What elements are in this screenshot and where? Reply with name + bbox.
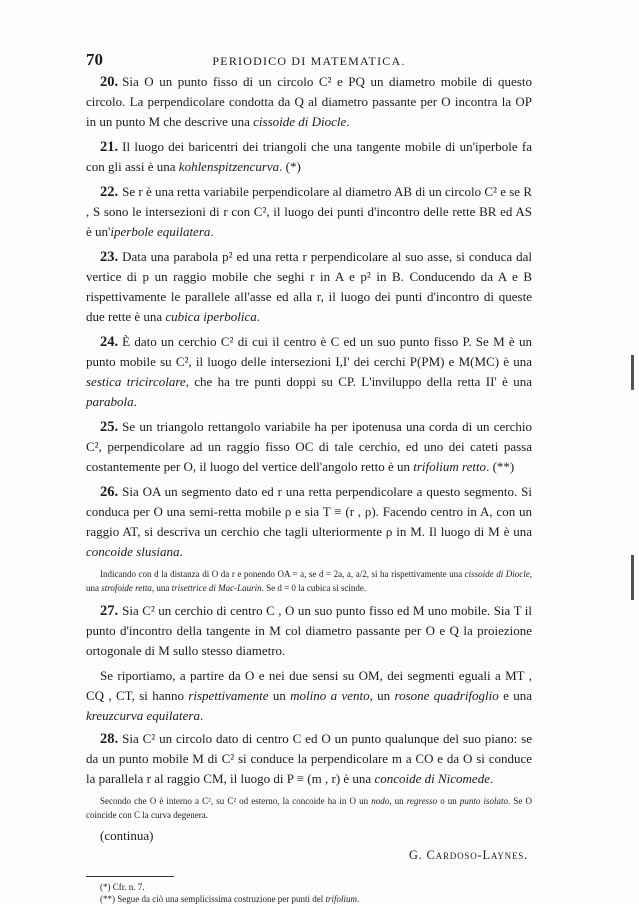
paragraph-27-continued: Se riportiamo, a partire da O e nei due sensi su OM, dei segmenti eguali a MT , CQ , CT, si hanno rispettivamente un molino a vento, un rosone quadrifoglio e una kreuzcurva equilatera. <box>86 668 532 723</box>
scan-edge-mark <box>631 555 634 600</box>
footnote-1: (*) Cfr. n. 7. <box>100 882 145 892</box>
problem-number: 20. <box>100 74 119 90</box>
page-number: 70 <box>86 50 103 69</box>
page-content <box>86 50 532 905</box>
problem-24: 24. È dato un cerchio C² di cui il centro è C ed un suo punto fisso P. Se M è un punto mobile su C², il luogo delle intersezioni I,I' dei cerchi P(PM) e M(MC) è una sestica tricircolare, che ha tre punti doppi su CP. L'inviluppo della retta II' è una parabola. <box>86 334 532 409</box>
note-26: Indicando con d la distanza di O da r e ponendo OA = a, se d = 2a, a, a/2, si ha rispettivamente una cissoide di Diocle, una strofoide retta, una trisettrice di Mac-Laurin. Se d = 0 la cubica si scinde. <box>86 569 532 593</box>
problem-number: 22. <box>100 184 119 200</box>
problem-20: 20. Sia O un punto fisso di un circolo C² e PQ un diametro mobile di questo circolo. La perpendicolare condotta da Q al diametro passante per O incontra la OP in un punto M che descrive una cissoide di Diocle. <box>86 74 532 129</box>
scan-edge-mark <box>631 355 634 390</box>
footnote-2: (**) Segue da ciò una semplicissima costruzione per punti del trifolium. <box>100 894 360 904</box>
author-signature: G. Cardoso-Laynes. <box>408 848 528 862</box>
problem-21: 21. Il luogo dei baricentri dei triangoli che una tangente mobile di un'iperbole fa con gli assi è una kohlenspitzencurva. (*) <box>86 139 532 174</box>
continua-label: (continua) <box>100 828 154 843</box>
note-28: Secondo che O è interno a C², su C² od esterno, la concoide ha in O un nodo, un regresso o un punto isolato. Se O coincide con C la curva degenera. <box>86 796 533 820</box>
problem-number: 24. <box>100 334 119 350</box>
page-header <box>86 50 532 72</box>
problem-28: 28. Sia C² un circolo dato di centro C ed O un punto qualunque del suo piano: se da un punto mobile M di C² si conduce la perpendicolare m a CO e da O si conduce la parallela r al raggio CM, il luogo di P ≡ (m , r) è una concoide di Nicomede. <box>86 731 532 786</box>
problem-27: 27. Sia C² un cerchio di centro C , O un suo punto fisso ed M uno mobile. Sia T il punto d'incontro della tangente in M col diametro passante per O e Q la proiezione ortogonale di M sullo stesso diametro. <box>86 603 532 658</box>
footnote-divider <box>86 876 174 877</box>
running-title: PERIODICO DI MATEMATICA. <box>212 54 406 68</box>
problem-number: 21. <box>100 139 119 155</box>
problem-number: 26. <box>100 484 119 500</box>
problem-number: 23. <box>100 249 119 265</box>
problem-number: 25. <box>100 419 119 435</box>
problem-23: 23. Data una parabola p² ed una retta r perpendicolare al suo asse, si conduca dal vertice di p un raggio mobile che seghi r in A e p² in B. Conducendo da A e B rispettivamente le parallele all'asse ed alla r, il luogo dei punti d'incontro di queste due rette è una cubica iperbolica. <box>86 249 532 324</box>
problem-22: 22. Se r è una retta variabile perpendicolare al diametro AB di un circolo C² e se R , S sono le intersezioni di r con C², il luogo dei punti d'incontro delle rette BR ed AS è un'iperbole equilatera. <box>86 184 532 239</box>
article-closing <box>86 828 532 874</box>
problem-26: 26. Sia OA un segmento dato ed r una retta perpendicolare a questo segmento. Si conduca per O una semi-retta mobile ρ e sia T ≡ (r , ρ). Facendo centro in A, con un raggio AT, si descriva un cerchio che tagli ulteriormente ρ in M. Il luogo di M è una concoide slusiana. <box>86 484 532 559</box>
problem-25: 25. Se un triangolo rettangolo variabile ha per ipotenusa una corda di un cerchio C², perpendicolare ad un raggio fisso OC di tale cerchio, ed uno dei cateti passa costantemente per O, il luogo del vertice dell'angolo retto è un trifolium retto. (**) <box>86 419 532 474</box>
problem-number: 27. <box>100 603 119 619</box>
problem-number: 28. <box>100 731 119 747</box>
